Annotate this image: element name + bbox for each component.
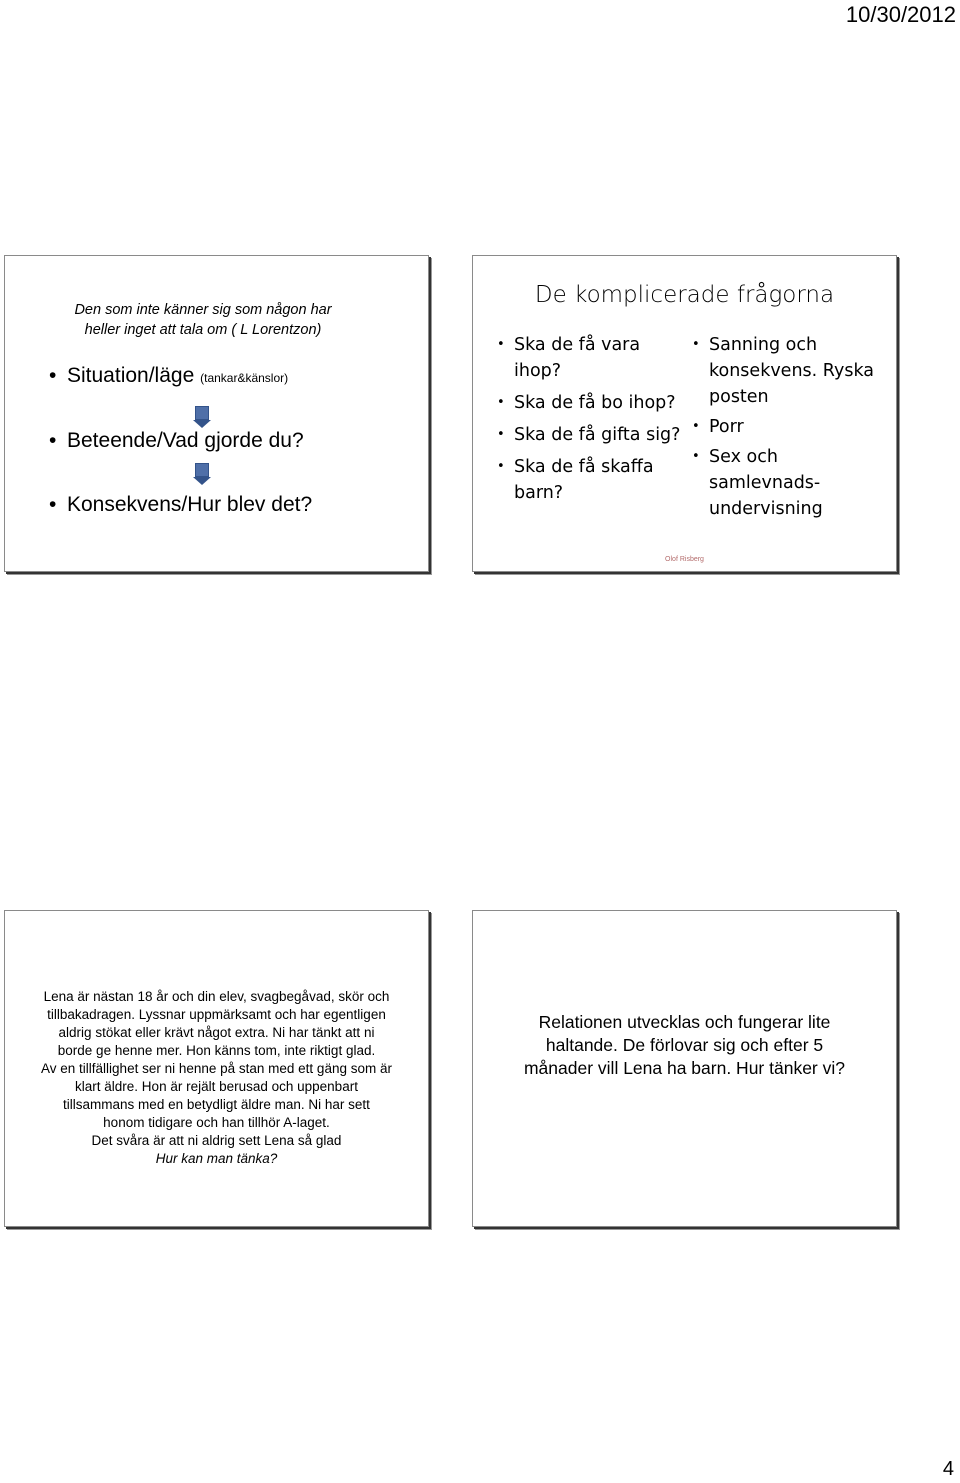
bullet: •: [692, 419, 700, 434]
bullet: •: [49, 429, 57, 452]
bullet: •: [692, 449, 700, 464]
list-item: [497, 390, 687, 416]
item-line: konsekvens. Ryska: [709, 361, 875, 381]
item-text: Beteende/Vad gjorde du?: [67, 429, 304, 452]
bullet: •: [497, 337, 505, 352]
text-line: klart äldre. Hon är rejält berusad och uppenbart: [75, 1079, 358, 1094]
text-line: Lena är nästan 18 år och din elev, svagbegåvad, skör och: [43, 989, 390, 1004]
left-list: [497, 332, 687, 506]
quote-line-1: Den som inte känner sig som någon har: [74, 302, 332, 318]
list-item-situation: [49, 364, 288, 388]
down-arrow-icon: [193, 406, 211, 428]
item-line: Ska de få vara: [514, 335, 641, 355]
bullet: •: [49, 364, 57, 387]
text-line: Relationen utvecklas och fungerar lite: [538, 1012, 831, 1032]
item-line: barn?: [514, 483, 564, 503]
bullet: •: [692, 337, 700, 352]
bullet: •: [497, 459, 505, 474]
list-item-beteende: [49, 429, 304, 453]
list-item: [497, 332, 687, 384]
text-line: borde ge henne mer. Hon känns tom, inte riktigt glad.: [57, 1043, 376, 1058]
right-list: [692, 332, 892, 522]
item-line: Porr: [709, 417, 744, 437]
bullet: •: [497, 395, 505, 410]
slide-footer: Olof Risberg: [665, 556, 704, 563]
text-line: Det svåra är att ni aldrig sett Lena så glad: [91, 1133, 342, 1148]
list-item: [497, 422, 687, 448]
item-line: Ska de få skaffa: [514, 457, 654, 477]
item-line: ihop?: [514, 361, 562, 381]
text-line: månader vill Lena ha barn. Hur tänker vi?: [523, 1058, 845, 1078]
item-line: samlevnads-: [709, 473, 821, 493]
text-line: haltande. De förlovar sig och efter 5: [545, 1035, 824, 1055]
question-line: Hur kan man tänka?: [155, 1151, 278, 1166]
slide-3: [4, 910, 429, 1227]
text-line: Av en tillfällighet ser ni henne på stan med ett gäng som är: [41, 1061, 392, 1076]
text-line: aldrig stökat eller krävt något extra. Ni har tänkt att ni: [58, 1025, 375, 1040]
bullet: •: [49, 493, 57, 516]
list-item: [497, 454, 687, 506]
slide-4: [472, 910, 897, 1227]
down-arrow-icon: [193, 463, 211, 485]
quote: [33, 300, 373, 340]
list-item: [692, 332, 892, 410]
quote-line-2: heller inget att tala om ( L Lorentzon): [84, 322, 322, 338]
item-text: Situation/läge: [67, 364, 195, 387]
bullet: •: [497, 427, 505, 442]
text-line: honom tidigare och han tillhör A-laget.: [103, 1115, 330, 1130]
slide-1: [4, 255, 429, 572]
item-line: posten: [709, 387, 769, 407]
list-item: [692, 444, 892, 522]
case-text: [503, 1011, 866, 1080]
page-number: 4: [942, 1458, 954, 1480]
text-line: tillbakadragen. Lyssnar uppmärksamt och har egentligen: [47, 1007, 386, 1022]
text-line: tillsammans med en betydligt äldre man. Ni har sett: [63, 1097, 370, 1112]
slide-2: [472, 255, 897, 572]
item-line: undervisning: [709, 499, 823, 519]
item-small-text: (tankar&känslor): [200, 371, 289, 385]
item-line: Ska de få bo ihop?: [514, 393, 676, 413]
slide-title: De komplicerade frågorna: [534, 282, 835, 308]
case-text: [5, 988, 428, 1168]
date-label: 10/30/2012: [845, 2, 956, 27]
item-line: Ska de få gifta sig?: [514, 425, 681, 445]
item-text: Konsekvens/Hur blev det?: [67, 493, 313, 516]
item-line: Sex och: [709, 447, 778, 467]
list-item: [692, 414, 892, 440]
item-line: Sanning och: [709, 335, 818, 355]
list-item-konsekvens: [49, 493, 312, 517]
